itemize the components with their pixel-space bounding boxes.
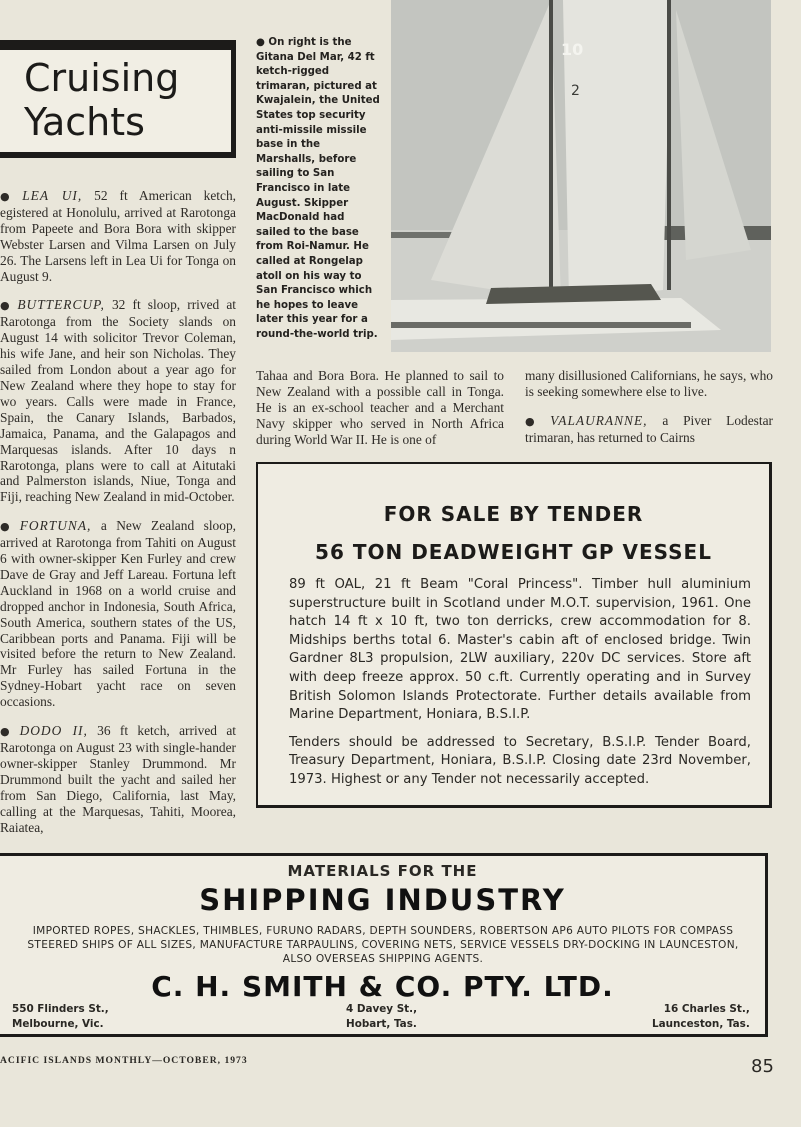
article-column-2 [256, 368, 504, 461]
heading-line-1: Cruising [24, 56, 180, 100]
heading-line-2: Yachts [24, 100, 145, 144]
address-hobart: 4 Davey St., Hobart, Tas. [346, 1003, 418, 1030]
magazine-footer: ACIFIC ISLANDS MONTHLY—OCTOBER, 1973 [0, 1055, 248, 1066]
materials-description: IMPORTED ROPES, SHACKLES, THIMBLES, FURUNO RADARS, DEPTH SOUNDERS, ROBERTSON AP6 AUTO PILOTS FOR COMPASS STEERED SHIPS OF ALL SIZES, MANUFACTURE TARPAULINS, COVERING NETS, SERVICE VESSELS DRY-DOCKING IN LAUNCESTON, ALSO OVERSEAS SHIPPING AGENTS. [27, 925, 739, 966]
vessel-name: LEA UI, [22, 188, 83, 203]
vessel-name: FORTUNA, [19, 518, 92, 534]
paragraph-fortuna: ● FORTUNA, a New Zealand sloop, arrived at Rarotonga from Tahiti on August 6 with owner-skipper Ken Furley and crew Dave de Gray and Jeff Lareau. Fortuna left Auckland in 1968 on a world cruise and dropped anchor in Indonesia, South Africa, South America, southern states of the US, Caribbean ports and Panama. Fiji will be visited before the return to New Zealand. Mr Furley has sailed Fortuna in the Sydney-Hobart yacht race on seven occasions. [0, 518, 236, 710]
vessel-name: BUTTERCUP, [17, 297, 105, 313]
paragraph-valauranne: ● VALAURANNE, a Piver Lodestar trimaran, has returned to Cairns [525, 412, 773, 445]
paragraph-lea-ui: ● LEA UI, 52 ft American ketch, egistered at Honolulu, arrived at Rarotonga from Papeete and Bora Bora with skipper Webster Larsen and Vilma Larsen on July 26. The Larsens left in Lea Ui for Tonga on August 9. [0, 188, 237, 284]
vessel-name: DODO II, [19, 723, 88, 739]
paragraph-dodo: ● DODO II, 36 ft ketch, arrived at Rarotonga on August 23 with single-hander owner-skipper Stanley Drummond. Mr Drummond built the yacht and sailed her from San Diego, California, last May, calling at the Marquesas, Tahiti, Moorea, Raiatea, [0, 723, 236, 835]
tender-description: 89 ft OAL, 21 ft Beam "Coral Princess". Timber hull aluminium superstructure built in Scotland under M.O.T. supervision, 1961. One hatch 14 ft x 10 ft, two ton derricks, crew accommodation for 8. Midships berths total 6. Master's cabin aft of enclosed bridge. Twin Gardner 8L3 propulsion, 2LW auxiliary, 220v DC services. Store aft with deep freeze approx. 50 c.ft. Currently operating and in Survey British Solomon Islands Protectorate. Further details available from Marine Department, Honiara, B.S.I.P. [289, 577, 751, 723]
tender-body [289, 576, 751, 799]
trimaran-photo [391, 0, 771, 352]
materials-advertisement [0, 853, 768, 1037]
tender-instructions: Tenders should be addressed to Secretary, B.S.I.P. Tender Board, Treasury Department, Honiara, B.S.I.P. Closing date 23rd November, 1973. Highest or any Tender not necessarily accepted. [289, 734, 751, 787]
company-name: C. H. SMITH & CO. PTY. LTD. [151, 970, 614, 1003]
tender-subheading: 56 TON DEADWEIGHT GP VESSEL [315, 540, 712, 564]
tender-advertisement [256, 462, 772, 808]
tender-heading: FOR SALE BY TENDER [383, 502, 644, 526]
sail-insignia: 10 [561, 40, 584, 59]
materials-headline: SHIPPING INDUSTRY [199, 883, 566, 917]
section-heading [0, 44, 236, 158]
article-column-1 [0, 188, 236, 848]
address-launceston: 16 Charles St., Launceston, Tas. [652, 1003, 750, 1030]
paragraph-dodo-continued: Tahaa and Bora Bora. He planned to sail to New Zealand with a possible call in Tonga. He is an ex-school teacher and a Merchant Navy skipper who served in North Africa during World War II. He is one of [256, 368, 504, 447]
sail-number: 2 [571, 83, 580, 99]
materials-heading: MATERIALS FOR THE [287, 862, 478, 880]
trimaran-illustration [391, 0, 771, 352]
photo-caption: ● On right is the Gitana Del Mar, 42 ft ketch-rigged trimaran, pictured at Kwajalein, the United States top security anti-missile missile base in the Marshalls, before sailing to San Francisco in late August. Skipper MacDonald had sailed to the base from Roi-Namur. He called at Rongelap atoll on his way to San Francisco which he hopes to leave later this year for a round-the-world trip. [256, 37, 380, 340]
page-number: 85 [751, 1056, 774, 1077]
vessel-name: VALAURANNE, [550, 412, 648, 428]
address-melbourne: 550 Flinders St., Melbourne, Vic. [12, 1003, 109, 1030]
paragraph-buttercup: ● BUTTERCUP, 32 ft sloop, rrived at Rarotonga from the Society slands on August 14 with solicitor Trevor Coleman, his wife Jane, and heir son Nicholas. They sailed from London about a year ago for New Zealand where they hope to stay for wo years. Calls were made in France, Spain, the Canary Islands, Barbados, Jamaica, Panama, and the Galapagos and Marquesas islands. After 10 days n Rarotonga, plans were to call at Aitutaki and Palmerston islands, Niue, Tonga and Fiji, reaching New Zealand in mid-October. [0, 297, 236, 505]
paragraph-californians: many disillusioned Californians, he says, who is seeking somewhere else to live. [525, 368, 773, 399]
article-column-3 [525, 368, 773, 459]
